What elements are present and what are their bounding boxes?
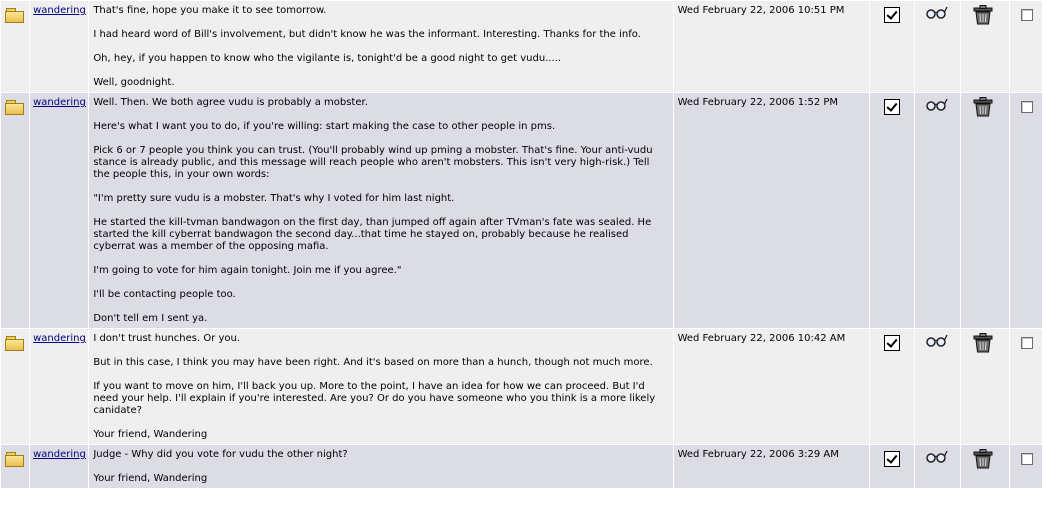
message-paragraph: I'm going to vote for him again tonight. Join me if you agree." (93, 265, 402, 276)
trash-icon[interactable] (972, 333, 1009, 356)
message-paragraph: I don't trust hunches. Or you. (93, 333, 241, 344)
date-cell (674, 329, 870, 444)
trash-icon[interactable] (972, 97, 1009, 120)
select-checkbox[interactable] (1021, 101, 1033, 113)
message-paragraph: He started the kill-tvman bandwagon on the first day, than jumped off again after TVman's fate was sealed. He started the kill cyberrat bandwagon the second day...that time he stayed on, probably because he realised cyberrat was a member of the opposing mafia. (93, 217, 652, 252)
trash-icon[interactable] (972, 5, 1009, 28)
message-date: Wed February 22, 2006 3:29 AM (677, 449, 839, 460)
select-checkbox[interactable] (1021, 453, 1033, 465)
select-cell (1010, 93, 1042, 328)
sender-cell (30, 1, 88, 92)
folder-icon[interactable] (5, 336, 24, 350)
read-cell (870, 93, 914, 328)
sender-link[interactable]: wandering (33, 5, 86, 16)
read-cell (870, 1, 914, 92)
delete-cell (961, 93, 1009, 328)
trash-icon[interactable] (972, 449, 1009, 472)
message-paragraph: That's fine, hope you make it to see tomorrow. (93, 5, 327, 16)
sender-cell (30, 445, 88, 488)
read-cell (870, 445, 914, 488)
date-cell (674, 1, 870, 92)
delete-cell (961, 445, 1009, 488)
message-paragraph: Pick 6 or 7 people you think you can trust. (You'll probably wind up pming a mobster. That's fine. Your anti-vudu stance is already public, and this message will reach people who aren't mobsters. This isn't very high-risk.) Tell the people this, in your own words: (93, 145, 653, 180)
glasses-icon[interactable] (926, 449, 959, 466)
message-body (93, 97, 668, 325)
delete-cell (961, 329, 1009, 444)
message-paragraph: I had heard word of Bill's involvement, but didn't know he was the informant. Interesting. Thanks for the info. (93, 29, 641, 40)
message-date: Wed February 22, 2006 10:51 PM (677, 5, 845, 16)
read-cell (870, 329, 914, 444)
sender-link[interactable]: wandering (33, 97, 86, 108)
select-cell (1010, 1, 1042, 92)
select-cell (1010, 329, 1042, 444)
glasses-icon[interactable] (926, 97, 959, 114)
sender-cell (30, 93, 88, 328)
message-paragraph: I'll be contacting people too. (93, 289, 236, 300)
message-paragraph: Here's what I want you to do, if you're willing: start making the case to other people in pms. (93, 121, 556, 132)
folder-cell (1, 445, 29, 488)
message-paragraph: Oh, hey, if you happen to know who the vigilante is, tonight'd be a good night to get vudu..... (93, 53, 562, 64)
glasses-icon[interactable] (926, 333, 959, 350)
message-paragraph: If you want to move on him, I'll back you up. More to the point, I have an idea for how we can proceed. But I'd need your help. I'll explain if you're interested. Are you? Or do you have someone who you think is a more likely canidate? (93, 381, 656, 416)
message-paragraph: Your friend, Wandering (93, 473, 208, 484)
view-cell (915, 445, 959, 488)
folder-cell (1, 329, 29, 444)
folder-icon[interactable] (5, 452, 24, 466)
view-cell (915, 1, 959, 92)
select-checkbox[interactable] (1021, 9, 1033, 21)
sender-cell (30, 329, 88, 444)
folder-cell (1, 93, 29, 328)
checkmark-icon[interactable] (884, 451, 900, 467)
message-paragraph: Don't tell em I sent ya. (93, 313, 208, 324)
view-cell (915, 93, 959, 328)
glasses-icon[interactable] (926, 5, 959, 22)
sender-link[interactable]: wandering (33, 449, 86, 460)
message-body-cell (89, 1, 672, 92)
folder-cell (1, 1, 29, 92)
message-row (1, 329, 1042, 444)
message-date: Wed February 22, 2006 10:42 AM (677, 333, 846, 344)
delete-cell (961, 1, 1009, 92)
message-paragraph: Your friend, Wandering (93, 429, 208, 440)
message-paragraph: "I'm pretty sure vudu is a mobster. That's why I voted for him last night. (93, 193, 455, 204)
message-body (93, 449, 668, 485)
message-paragraph: Well, goodnight. (93, 77, 175, 88)
message-body-cell (89, 329, 672, 444)
message-paragraph: Well. Then. We both agree vudu is probably a mobster. (93, 97, 368, 108)
message-body-cell (89, 445, 672, 488)
view-cell (915, 329, 959, 444)
checkmark-icon[interactable] (884, 335, 900, 351)
message-body (93, 5, 668, 89)
date-cell (674, 445, 870, 488)
message-row (1, 445, 1042, 488)
select-cell (1010, 445, 1042, 488)
folder-icon[interactable] (5, 8, 24, 22)
message-body-cell (89, 93, 672, 328)
sender-link[interactable]: wandering (33, 333, 86, 344)
message-row (1, 93, 1042, 328)
select-checkbox[interactable] (1021, 337, 1033, 349)
message-paragraph: But in this case, I think you may have been right. And it's based on more than a hunch, though not much more. (93, 357, 653, 368)
message-row (1, 1, 1042, 92)
message-date: Wed February 22, 2006 1:52 PM (677, 97, 839, 108)
message-body (93, 333, 668, 441)
message-paragraph: Judge - Why did you vote for vudu the other night? (93, 449, 348, 460)
folder-icon[interactable] (5, 100, 24, 114)
checkmark-icon[interactable] (884, 99, 900, 115)
checkmark-icon[interactable] (884, 7, 900, 23)
date-cell (674, 93, 870, 328)
